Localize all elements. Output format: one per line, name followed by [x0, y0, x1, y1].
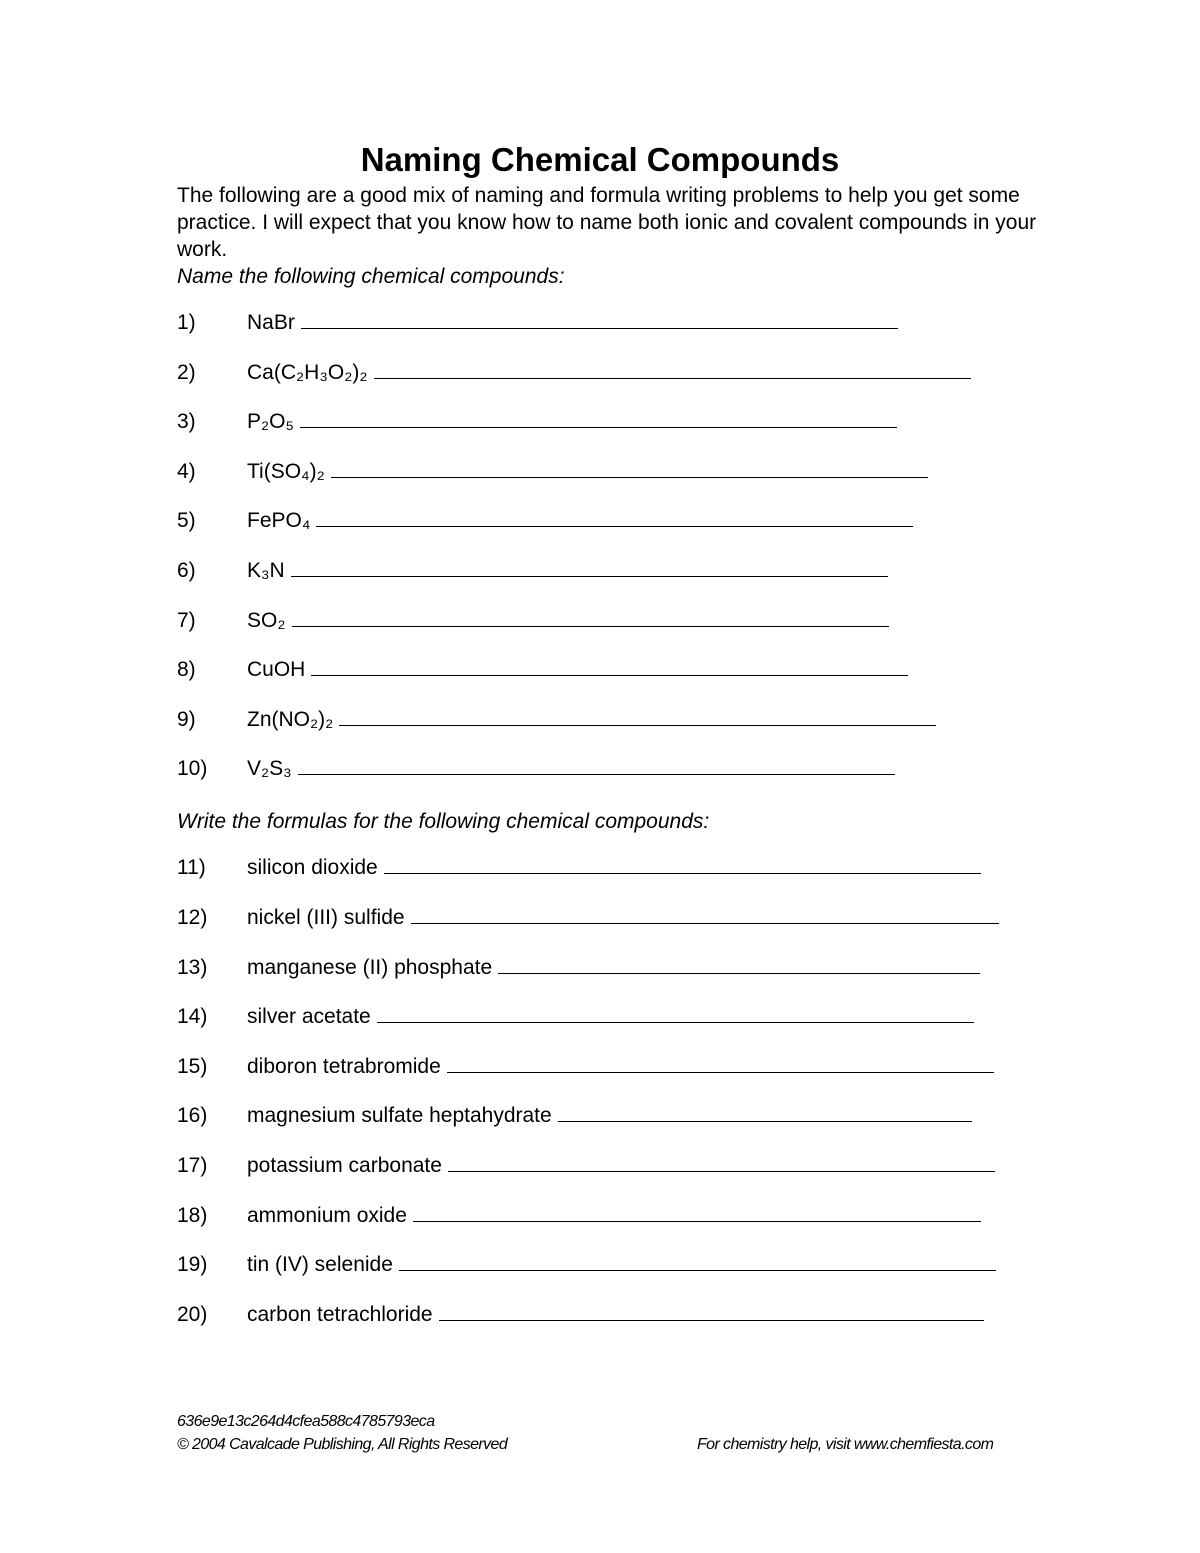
compound-name: manganese (II) phosphate [247, 956, 493, 979]
compound-formula: SO₂ [247, 609, 286, 632]
question-prompt [247, 607, 889, 635]
answer-line[interactable] [316, 525, 913, 527]
compound-formula: K₃N [247, 559, 285, 582]
question-prompt [247, 854, 981, 882]
compound-formula: Ti(SO₄)₂ [247, 460, 325, 483]
copyright-notice: © 2004 Cavalcade Publishing, All Rights Reserved [177, 1436, 508, 1453]
answer-line[interactable] [300, 426, 897, 428]
answer-line[interactable] [439, 1319, 984, 1321]
question-prompt [247, 1251, 996, 1279]
question-prompt [247, 904, 999, 932]
question-number: 10) [177, 757, 208, 780]
compound-name: carbon tetrachloride [247, 1303, 433, 1326]
help-notice: For chemistry help, visit www.chemfiesta.com [697, 1436, 994, 1453]
question-prompt [247, 954, 980, 982]
answer-line[interactable] [558, 1120, 972, 1122]
question-number: 13) [177, 956, 208, 979]
answer-line[interactable] [292, 625, 889, 627]
answer-line[interactable] [447, 1071, 994, 1073]
page-title: Naming Chemical Compounds [360, 141, 840, 178]
question-prompt [247, 359, 971, 387]
question-number: 1) [177, 311, 196, 334]
compound-name: potassium carbonate [247, 1154, 442, 1177]
compound-name: silicon dioxide [247, 856, 378, 879]
document-id: 636e9e13c264d4cfea588c4785793eca [177, 1413, 435, 1430]
question-number: 7) [177, 609, 196, 632]
question-number: 16) [177, 1104, 208, 1127]
question-number: 19) [177, 1253, 208, 1276]
answer-line[interactable] [339, 724, 936, 726]
compound-name: diboron tetrabromide [247, 1055, 441, 1078]
compound-formula: Zn(NO₂)₂ [247, 708, 334, 731]
answer-line[interactable] [384, 872, 981, 874]
answer-line[interactable] [331, 476, 928, 478]
question-prompt [247, 309, 898, 337]
question-prompt [247, 458, 928, 486]
question-prompt [247, 557, 888, 585]
question-prompt [247, 1003, 974, 1031]
question-prompt [247, 408, 897, 436]
compound-formula: CuOH [247, 658, 306, 681]
question-prompt [247, 1152, 995, 1180]
question-number: 5) [177, 509, 196, 532]
answer-line[interactable] [413, 1220, 981, 1222]
question-number: 8) [177, 658, 196, 681]
question-number: 12) [177, 906, 208, 929]
compound-formula: Ca(C₂H₃O₂)₂ [247, 361, 368, 384]
answer-line[interactable] [298, 773, 895, 775]
intro-text: The following are a good mix of naming and formula writing problems to help you get some practice. I will expect that you know how to name both ionic and covalent compounds in your work. [177, 184, 1037, 261]
compound-name: tin (IV) selenide [247, 1253, 393, 1276]
question-number: 20) [177, 1303, 208, 1326]
answer-line[interactable] [498, 972, 980, 974]
answer-line[interactable] [374, 377, 971, 379]
question-number: 6) [177, 559, 196, 582]
question-number: 14) [177, 1005, 208, 1028]
compound-name: nickel (III) sulfide [247, 906, 405, 929]
question-number: 15) [177, 1055, 208, 1078]
compound-formula: V₂S₃ [247, 757, 292, 780]
formula-instruction: Write the formulas for the following chemical compounds: [177, 810, 710, 833]
intro-paragraph [177, 182, 1057, 263]
question-number: 9) [177, 708, 196, 731]
compound-name: ammonium oxide [247, 1204, 407, 1227]
compound-name: magnesium sulfate heptahydrate [247, 1104, 552, 1127]
naming-instruction: Name the following chemical compounds: [177, 265, 565, 288]
answer-line[interactable] [301, 327, 898, 329]
answer-line[interactable] [291, 575, 888, 577]
question-number: 11) [177, 856, 206, 879]
compound-formula: P₂O₅ [247, 410, 294, 433]
answer-line[interactable] [399, 1269, 996, 1271]
answer-line[interactable] [377, 1021, 974, 1023]
question-prompt [247, 1301, 984, 1329]
question-prompt [247, 1102, 972, 1130]
question-prompt [247, 1053, 994, 1081]
compound-formula: FePO₄ [247, 509, 311, 532]
compound-formula: NaBr [247, 311, 295, 334]
question-prompt [247, 755, 895, 783]
compound-name: silver acetate [247, 1005, 371, 1028]
question-number: 17) [177, 1154, 208, 1177]
question-prompt [247, 1202, 981, 1230]
answer-line[interactable] [411, 922, 999, 924]
question-number: 4) [177, 460, 196, 483]
question-prompt [247, 706, 936, 734]
question-prompt [247, 507, 913, 535]
answer-line[interactable] [311, 674, 908, 676]
question-prompt [247, 656, 908, 684]
question-number: 3) [177, 410, 196, 433]
answer-line[interactable] [448, 1170, 995, 1172]
question-number: 18) [177, 1204, 208, 1227]
question-number: 2) [177, 361, 196, 384]
